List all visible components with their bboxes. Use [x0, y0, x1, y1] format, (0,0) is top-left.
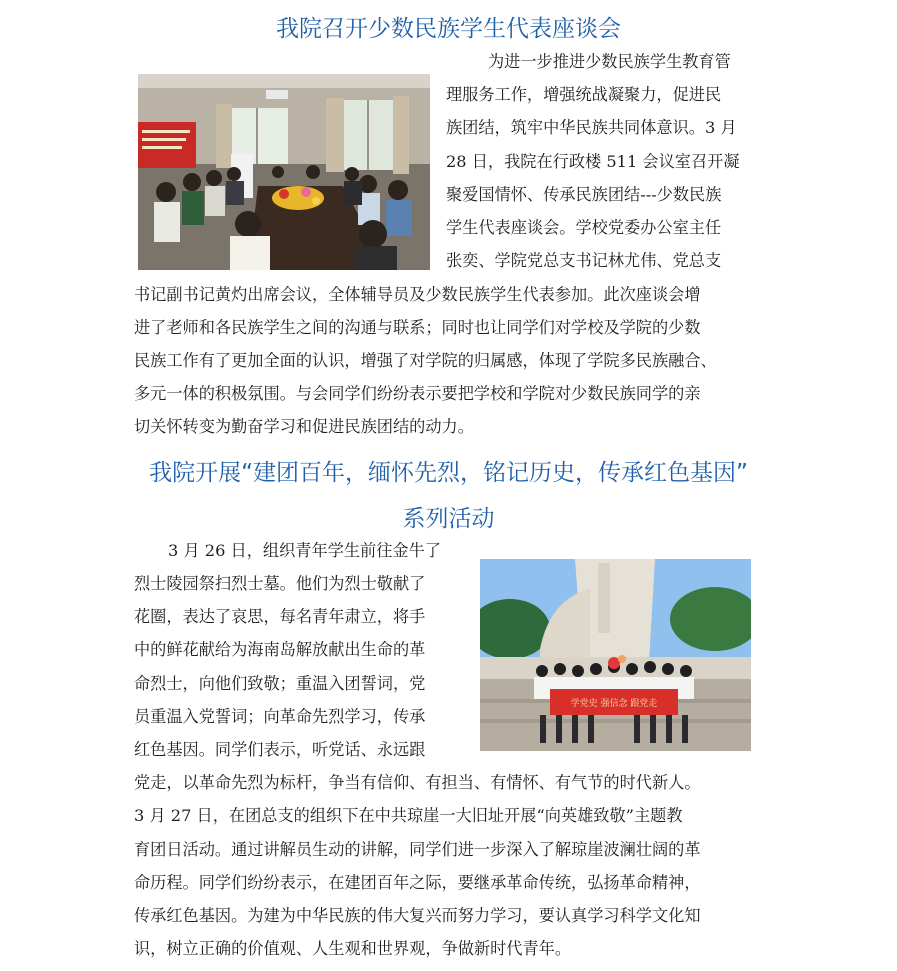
article1-line: 族团结，筑牢中华民族共同体意识。3 月 — [446, 118, 737, 137]
article1-line: 书记副书记黄灼出席会议，全体辅导员及少数民族学生代表参加。此次座谈会增 — [134, 285, 701, 304]
article-title-minority-symposium: 我院召开少数民族学生代表座谈会 — [276, 16, 621, 42]
article1-line: 28 日，我院在行政楼 511 会议室召开凝 — [446, 152, 740, 171]
memorial-photo-illustration — [480, 559, 751, 751]
article1-line: 切关怀转变为勤奋学习和促进民族团结的动力。 — [134, 417, 474, 436]
article2-line: 识，树立正确的价值观、人生观和世界观，争做新时代青年。 — [134, 939, 572, 958]
article1-line: 学生代表座谈会。学校党委办公室主任 — [446, 218, 722, 237]
article2-line: 育团日活动。通过讲解员生动的讲解，同学们进一步深入了解琼崖波澜壮阔的革 — [134, 840, 701, 859]
article1-line: 张奕、学院党总支书记林尤伟、党总支 — [446, 251, 722, 270]
article1-line: 民族工作有了更加全面的认识，增强了对学院的归属感，体现了学院多民族融合、 — [134, 351, 717, 370]
banner-text: 学党史 强信念 跟党走 — [570, 699, 658, 709]
meeting-room-photo — [138, 74, 430, 270]
article-title-youth-league-cont: 系列活动 — [402, 506, 495, 532]
article2-line: 命历程。同学们纷纷表示，在建团百年之际，要继承革命传统，弘扬革命精神， — [134, 873, 701, 892]
article2-line: 3 月 26 日，组织青年学生前往金牛了 — [168, 541, 441, 560]
article2-line: 3 月 27 日，在团总支的组织下在中共琼崖一大旧址开展“向英雄致敬”主题教 — [134, 806, 683, 825]
article2-line: 党走，以革命先烈为标杆，争当有信仰、有担当、有情怀、有气节的时代新人。 — [134, 773, 701, 792]
article1-line: 聚爱国情怀、传承民族团结---少数民族 — [446, 185, 722, 204]
martyrs-memorial-photo — [480, 559, 751, 751]
article2-line: 命烈士，向他们致敬；重温入团誓词，党 — [134, 674, 426, 693]
article2-line: 中的鲜花献给为海南岛解放献出生命的革 — [134, 640, 426, 659]
article2-line: 花圈，表达了哀思，每名青年肃立，将手 — [134, 607, 426, 626]
article2-line: 传承红色基因。为建为中华民族的伟大复兴而努力学习，要认真学习科学文化知 — [134, 906, 701, 925]
article2-line: 红色基因。同学们表示，听党话、永远跟 — [134, 740, 426, 759]
article1-line: 进了老师和各民族学生之间的沟通与联系；同时也让同学们对学校及学院的少数 — [134, 318, 701, 337]
article-title-youth-league: 我院开展“建团百年，缅怀先烈，铭记历史，传承红色基因” — [149, 460, 748, 486]
article2-line: 员重温入党誓词；向革命先烈学习，传承 — [134, 707, 426, 726]
article2-line: 烈士陵园祭扫烈士墓。他们为烈士敬献了 — [134, 574, 426, 593]
article1-line: 理服务工作，增强统战凝聚力，促进民 — [446, 85, 722, 104]
article1-line: 多元一体的积极氛围。与会同学们纷纷表示要把学校和学院对少数民族同学的亲 — [134, 384, 701, 403]
meeting-photo-illustration — [138, 74, 430, 270]
article1-line: 为进一步推进少数民族学生教育管 — [488, 52, 731, 71]
